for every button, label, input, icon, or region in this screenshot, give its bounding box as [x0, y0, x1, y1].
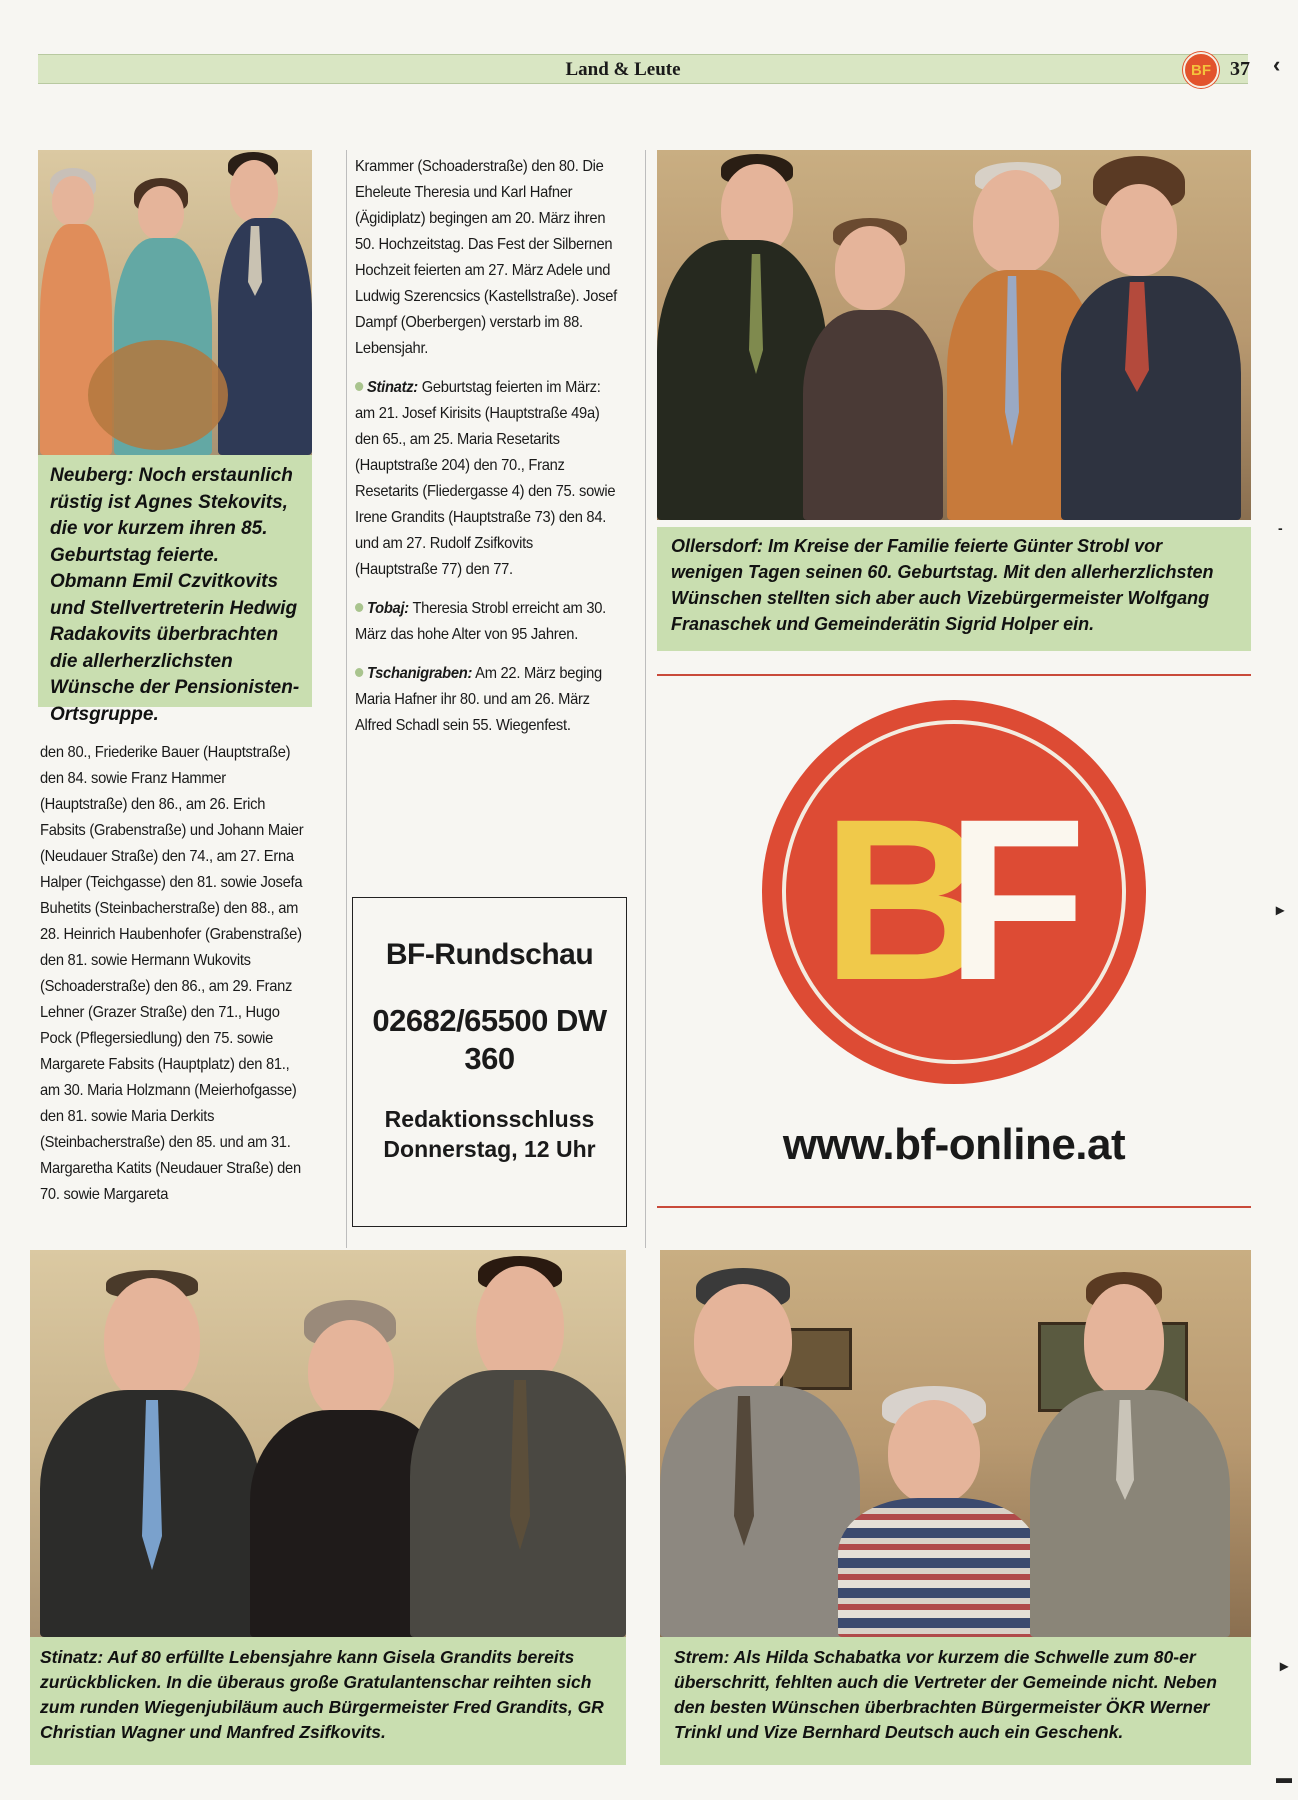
info-box-title: BF-Rundschau	[385, 938, 594, 971]
bf-logo-badge: BF	[1183, 52, 1219, 88]
left-column-text: den 80., Friederike Bauer (Hauptstraße) den 84. sowie Franz Hammer (Hauptstraße) den 86., am 26. Erich Fabsits (Grabenstraße) und Johann Maier (Neudauer Straße) den 74., am 27. Erna Halper (Teichgasse) den 81. sowie Josefa Buhetits (Steinbacherstraße) den 88., am 28. Heinrich Haubenhofer (Grabenstraße) den 81. sowie Hermann Wukovits (Schoaderstraße) den 86., am 29. Franz Lehner (Grazer Straße) den 71., Hugo Pock (Pflegersiedlung) den 75. sowie Margarete Fabsits (Hauptplatz) den 81., am 30. Maria Holzmann (Meierhofgasse) den 81. sowie Maria Derkits (Steinbacherstraße) den 85. und am 31. Margaretha Katits (Neudauer Straße) den 70. sowie Margareta	[40, 744, 304, 1203]
column-divider-2	[645, 150, 646, 1248]
edge-mark: ▸	[1276, 902, 1285, 919]
middle-column	[355, 154, 617, 752]
bullet-icon	[355, 382, 363, 391]
photo-stinatz	[30, 1250, 626, 1637]
info-box-note: Redaktionsschluss Donnerstag, 12 Uhr	[383, 1106, 596, 1162]
bf-logo-b: B	[822, 771, 979, 1028]
place-stinatz: Stinatz:	[366, 379, 418, 396]
edge-arrow-icon: ‹	[1273, 52, 1281, 77]
ad-rule-top	[657, 674, 1251, 676]
place-tobaj: Tobaj:	[366, 600, 409, 617]
text-tobaj: Theresia Strobl erreicht am 30. März das hohe Alter von 95 Jahren.	[355, 600, 607, 643]
ad-url[interactable]: www.bf-online.at	[782, 1120, 1126, 1169]
edge-mark: ▬	[1276, 1770, 1292, 1787]
photo-neuberg	[38, 150, 312, 455]
header-bar	[38, 54, 1248, 84]
section-tobaj	[355, 596, 617, 648]
section-title: Land & Leute	[565, 59, 681, 80]
info-box	[352, 897, 627, 1227]
bullet-icon	[355, 668, 363, 677]
page-number: 37	[1230, 58, 1250, 80]
caption-ollersdorf: Ollersdorf: Im Kreise der Familie feierte Günter Strobl vor wenigen Tagen seinen 60. Geburtstag. Mit den allerherzlichsten Wünschen stellten sich aber auch Vizebürgermeister Wolfgang Franaschek und Gemeinderätin Sigrid Holper ein.	[657, 527, 1251, 651]
text-stinatz: Geburtstag feierten im März: am 21. Josef Kirisits (Hauptstraße 49a) den 65., am 25. Maria Resetarits (Hauptstraße 204) den 70., Franz Resetarits (Fliedergasse 4) den 75. sowie Irene Grandits (Hauptstraße 73) den 84. und am 27. Rudolf Zsifkovits (Hauptstraße 77) den 77.	[355, 379, 616, 578]
caption-neuberg: Neuberg: Noch erstaunlich rüstig ist Agnes Stekovits, die vor kurzem ihren 85. Geburtstag feierte. Obmann Emil Czvitkovits und Stellvertreterin Hedwig Radakovits überbrachten die allerherzlichsten Wünsche der Pensionisten-Ortsgruppe.	[38, 455, 312, 707]
middle-intro: Krammer (Schoaderstraße) den 80. Die Eheleute Theresia und Karl Hafner (Ägidiplatz) begingen am 20. März ihren 50. Hochzeitstag. Das Fest der Silbernen Hochzeit feierten am 27. März Adele und Ludwig Szerencsics (Kastellstraße). Josef Dampf (Oberbergen) verstarb im 88. Lebensjahr.	[355, 158, 617, 357]
edge-mark: -	[1278, 520, 1283, 536]
photo-ollersdorf	[657, 150, 1251, 520]
bullet-icon	[355, 603, 363, 612]
section-stinatz	[355, 375, 617, 583]
text-tschanigraben: Am 22. März beging Maria Hafner ihr 80. und am 26. März Alfred Schadl sein 55. Wiegenfest.	[355, 665, 602, 734]
ad-rule-bottom	[657, 1206, 1251, 1208]
section-tschanigraben	[355, 661, 617, 739]
gift-basket	[88, 340, 228, 450]
place-tschanigraben: Tschanigraben:	[366, 665, 473, 682]
caption-strem: Strem: Als Hilda Schabatka vor kurzem die Schwelle zum 80-er überschritt, fehlten auch die Vertreter der Gemeinde nicht. Neben den besten Wünschen überbrachten Bürgermeister ÖKR Werner Trinkl und Vize Bernhard Deutsch auch ein Geschenk.	[660, 1637, 1251, 1765]
bf-logo-f: F	[946, 771, 1087, 1028]
caption-stinatz: Stinatz: Auf 80 erfüllte Lebensjahre kann Gisela Grandits bereits zurückblicken. In die überaus große Gratulantenschar reihten sich zum runden Wiegenjubiläum auch Bürgermeister Fred Grandits, GR Christian Wagner und Manfred Zsifkovits.	[30, 1637, 626, 1765]
info-box-phone: 02682/65500 DW 360	[372, 1003, 607, 1076]
photo-strem	[660, 1250, 1251, 1637]
column-divider-1	[346, 150, 347, 1248]
edge-mark: ▸	[1280, 1658, 1289, 1675]
